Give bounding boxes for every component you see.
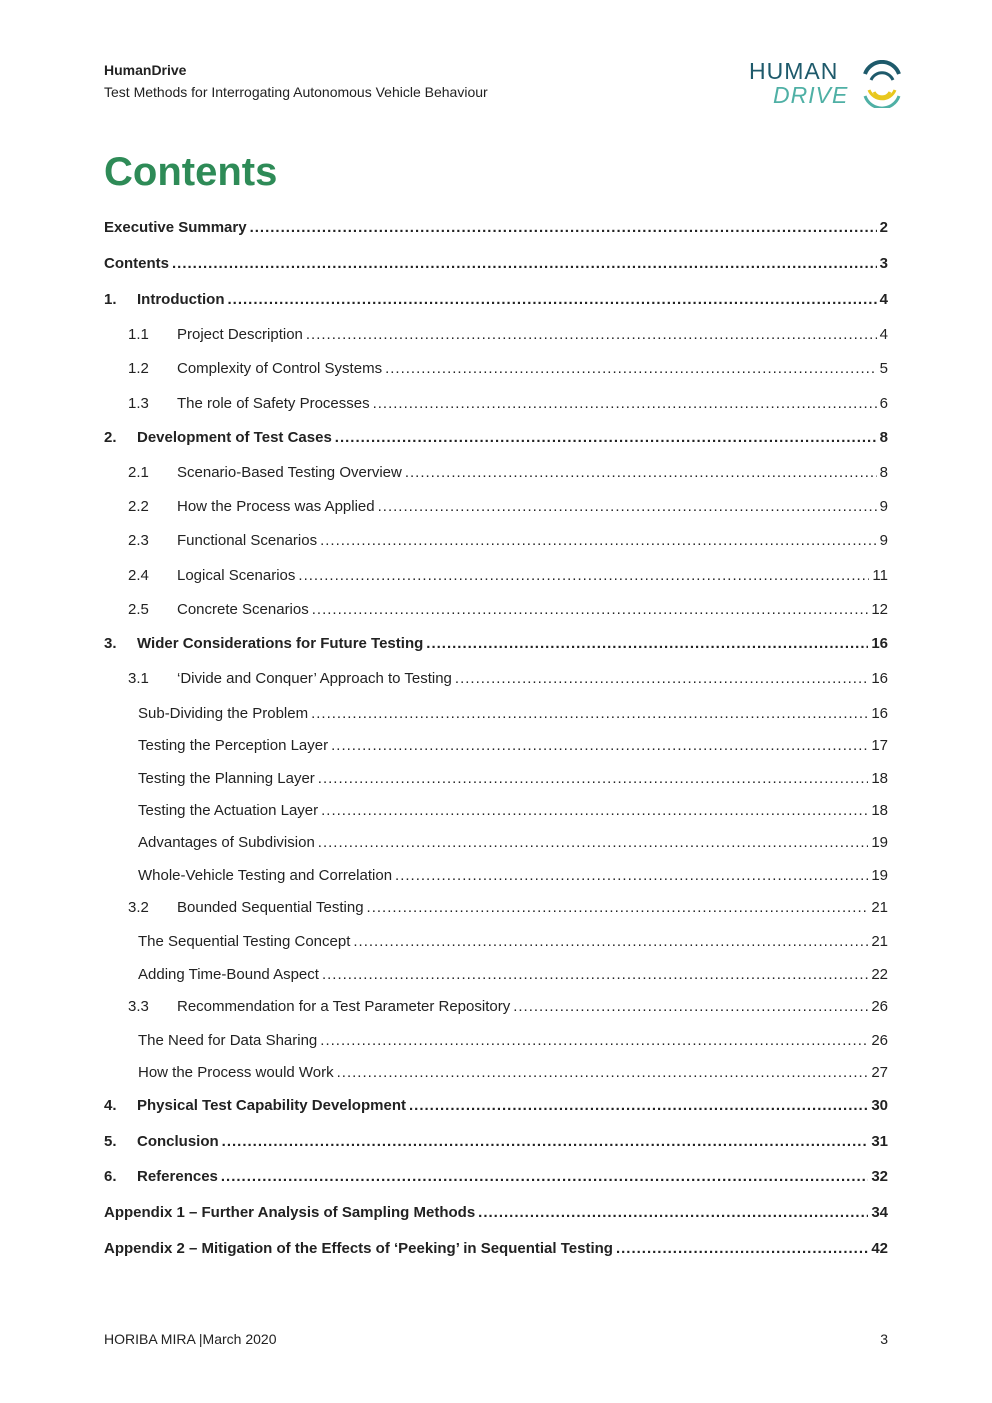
toc-entry-page: 2: [879, 219, 888, 236]
toc-entry-page: 42: [871, 1240, 888, 1257]
toc-dot-leader: [320, 1029, 868, 1053]
toc-entry-page: 17: [871, 737, 888, 754]
toc-entry-number: 5.: [104, 1133, 117, 1150]
toc-dot-leader: [321, 799, 868, 823]
toc-entry-page: 16: [871, 635, 888, 652]
toc-dot-leader: [312, 598, 869, 622]
toc-entry-label: ‘Divide and Conquer’ Approach to Testing: [177, 670, 452, 687]
toc-entry-page: 27: [871, 1064, 888, 1081]
toc-entry-page: 30: [871, 1097, 888, 1114]
toc-entry-label: Scenario-Based Testing Overview: [177, 464, 402, 481]
toc-dot-leader: [222, 1130, 869, 1154]
toc-entry-number: 2.: [104, 429, 117, 446]
toc-entry-label: The role of Safety Processes: [177, 395, 370, 412]
toc-entry[interactable]: [104, 995, 888, 1019]
toc-entry-label: Concrete Scenarios: [177, 601, 309, 618]
toc-entry[interactable]: [104, 767, 888, 791]
toc-entry-label: Functional Scenarios: [177, 532, 318, 549]
toc-entry-label: How the Process was Applied: [177, 498, 375, 515]
toc-dot-leader: [367, 896, 869, 920]
toc-entry-page: 18: [871, 770, 888, 787]
toc-entry-page: 26: [871, 998, 888, 1015]
toc-dot-leader: [320, 529, 877, 553]
footer-company-date: HORIBA MIRA |March 2020: [104, 1331, 277, 1347]
toc-entry[interactable]: [104, 831, 888, 855]
toc-entry-label: Physical Test Capability Development: [137, 1097, 406, 1114]
toc-entry-label: Adding Time-Bound Aspect: [138, 966, 319, 983]
page-heading: Contents: [104, 150, 278, 194]
toc-entry[interactable]: [104, 426, 888, 450]
humandrive-logo: [749, 58, 904, 110]
logo-signal-icon: [861, 60, 903, 108]
toc-dot-leader: [395, 864, 868, 888]
toc-entry[interactable]: [104, 288, 888, 312]
toc-entry-page: 16: [871, 705, 888, 722]
toc-entry[interactable]: [104, 323, 888, 347]
toc-dot-leader: [478, 1201, 868, 1225]
toc-entry-page: 4: [879, 326, 888, 343]
toc-entry-page: 9: [879, 532, 888, 549]
toc-entry-page: 5: [879, 360, 888, 377]
toc-entry-label: Executive Summary: [104, 219, 247, 236]
toc-entry-label: Bounded Sequential Testing: [177, 899, 364, 916]
toc-dot-leader: [385, 357, 877, 381]
toc-dot-leader: [227, 288, 876, 312]
toc-entry[interactable]: [104, 734, 888, 758]
toc-entry-number: 6.: [104, 1168, 117, 1185]
toc-entry-page: 6: [879, 395, 888, 412]
toc-entry-label: Appendix 2 – Mitigation of the Effects of ‘Peeking’ in Sequential Testing: [104, 1240, 613, 1257]
toc-entry[interactable]: [104, 1237, 888, 1261]
toc-entry-label: Development of Test Cases: [137, 429, 332, 446]
toc-entry-page: 16: [871, 670, 888, 687]
toc-entry[interactable]: [104, 1029, 888, 1053]
logo-text-human: HUMAN: [749, 58, 839, 84]
toc-entry[interactable]: [104, 864, 888, 888]
toc-entry[interactable]: [104, 632, 888, 656]
toc-entry[interactable]: [104, 495, 888, 519]
logo-text-drive: DRIVE: [773, 82, 849, 108]
toc-entry[interactable]: [104, 896, 888, 920]
toc-entry[interactable]: [104, 1094, 888, 1118]
toc-dot-leader: [322, 963, 868, 987]
toc-entry-number: 1.3: [128, 395, 149, 412]
toc-entry-label: How the Process would Work: [138, 1064, 334, 1081]
toc-entry[interactable]: [104, 1201, 888, 1225]
toc-dot-leader: [311, 702, 868, 726]
toc-entry[interactable]: [104, 1130, 888, 1154]
toc-entry[interactable]: [104, 357, 888, 381]
toc-entry-number: 4.: [104, 1097, 117, 1114]
toc-entry-page: 21: [871, 899, 888, 916]
toc-entry-label: Conclusion: [137, 1133, 219, 1150]
toc-dot-leader: [331, 734, 868, 758]
document-header: [104, 60, 488, 104]
toc-entry[interactable]: [104, 216, 888, 240]
toc-entry-number: 3.1: [128, 670, 149, 687]
toc-entry-page: 32: [871, 1168, 888, 1185]
toc-entry-page: 31: [871, 1133, 888, 1150]
toc-entry-page: 4: [879, 291, 888, 308]
toc-entry-page: 18: [871, 802, 888, 819]
toc-entry-number: 3.2: [128, 899, 149, 916]
document-subtitle: Test Methods for Interrogating Autonomous Vehicle Behaviour: [104, 84, 488, 100]
toc-entry-label: Whole-Vehicle Testing and Correlation: [138, 867, 393, 884]
toc-dot-leader: [353, 930, 868, 954]
toc-entry-number: 2.5: [128, 601, 149, 618]
toc-entry-number: 1.1: [128, 326, 149, 343]
toc-entry-page: 22: [871, 966, 888, 983]
toc-entry[interactable]: [104, 1061, 888, 1085]
toc-entry[interactable]: [104, 392, 888, 416]
document-title: HumanDrive: [104, 62, 187, 78]
toc-dot-leader: [221, 1165, 868, 1189]
toc-entry[interactable]: [104, 667, 888, 691]
toc-entry[interactable]: [104, 930, 888, 954]
footer-page-number: 3: [880, 1331, 888, 1347]
toc-entry-label: Logical Scenarios: [177, 567, 296, 584]
toc-entry-label: Advantages of Subdivision: [138, 834, 315, 851]
toc-entry-label: Introduction: [137, 291, 225, 308]
toc-entry-page: 19: [871, 867, 888, 884]
toc-entry[interactable]: [104, 1165, 888, 1189]
toc-entry-number: 2.4: [128, 567, 149, 584]
toc-entry-label: Wider Considerations for Future Testing: [137, 635, 424, 652]
toc-dot-leader: [513, 995, 868, 1019]
toc-dot-leader: [306, 323, 877, 347]
toc-dot-leader: [616, 1237, 868, 1261]
toc-entry-page: 8: [879, 464, 888, 481]
toc-dot-leader: [455, 667, 868, 691]
toc-dot-leader: [335, 426, 877, 450]
toc-entry-label: Contents: [104, 255, 169, 272]
toc-entry[interactable]: [104, 598, 888, 622]
toc-entry-label: Sub-Dividing the Problem: [138, 705, 309, 722]
toc-dot-leader: [298, 564, 869, 588]
toc-entry-page: 9: [879, 498, 888, 515]
toc-dot-leader: [250, 216, 877, 240]
toc-dot-leader: [172, 252, 877, 276]
toc-dot-leader: [337, 1061, 869, 1085]
toc-entry-page: 8: [879, 429, 888, 446]
toc-entry[interactable]: [104, 461, 888, 485]
toc-entry-label: Project Description: [177, 326, 303, 343]
toc-entry-number: 2.3: [128, 532, 149, 549]
toc-entry-label: The Need for Data Sharing: [138, 1032, 318, 1049]
toc-entry-number: 2.1: [128, 464, 149, 481]
toc-entry-page: 26: [871, 1032, 888, 1049]
toc-entry-label: Testing the Perception Layer: [138, 737, 329, 754]
toc-dot-leader: [426, 632, 868, 656]
toc-entry-number: 3.: [104, 635, 117, 652]
toc-dot-leader: [318, 831, 869, 855]
toc-entry[interactable]: [104, 963, 888, 987]
toc-entry[interactable]: [104, 564, 888, 588]
toc-dot-leader: [405, 461, 877, 485]
toc-entry[interactable]: [104, 529, 888, 553]
toc-entry-number: 3.3: [128, 998, 149, 1015]
toc-entry-number: 1.2: [128, 360, 149, 377]
toc-entry-number: 1.: [104, 291, 117, 308]
toc-entry[interactable]: [104, 252, 888, 276]
toc-entry-label: Testing the Actuation Layer: [138, 802, 319, 819]
toc-entry-page: 12: [871, 601, 888, 618]
toc-entry-page: 11: [872, 567, 888, 584]
toc-entry-page: 34: [871, 1204, 888, 1221]
toc-entry-page: 19: [871, 834, 888, 851]
toc-entry-label: Complexity of Control Systems: [177, 360, 383, 377]
toc-entry-label: The Sequential Testing Concept: [138, 933, 351, 950]
toc-entry-number: 2.2: [128, 498, 149, 515]
toc-dot-leader: [378, 495, 877, 519]
toc-entry-label: References: [137, 1168, 218, 1185]
toc-entry-label: Testing the Planning Layer: [138, 770, 315, 787]
toc-entry-label: Appendix 1 – Further Analysis of Sampling Methods: [104, 1204, 476, 1221]
toc-entry[interactable]: [104, 702, 888, 726]
toc-dot-leader: [318, 767, 869, 791]
toc-entry-page: 3: [879, 255, 888, 272]
toc-entry-label: Recommendation for a Test Parameter Repository: [177, 998, 511, 1015]
toc-entry[interactable]: [104, 799, 888, 823]
toc-entry-page: 21: [871, 933, 888, 950]
toc-dot-leader: [409, 1094, 868, 1118]
toc-dot-leader: [373, 392, 877, 416]
